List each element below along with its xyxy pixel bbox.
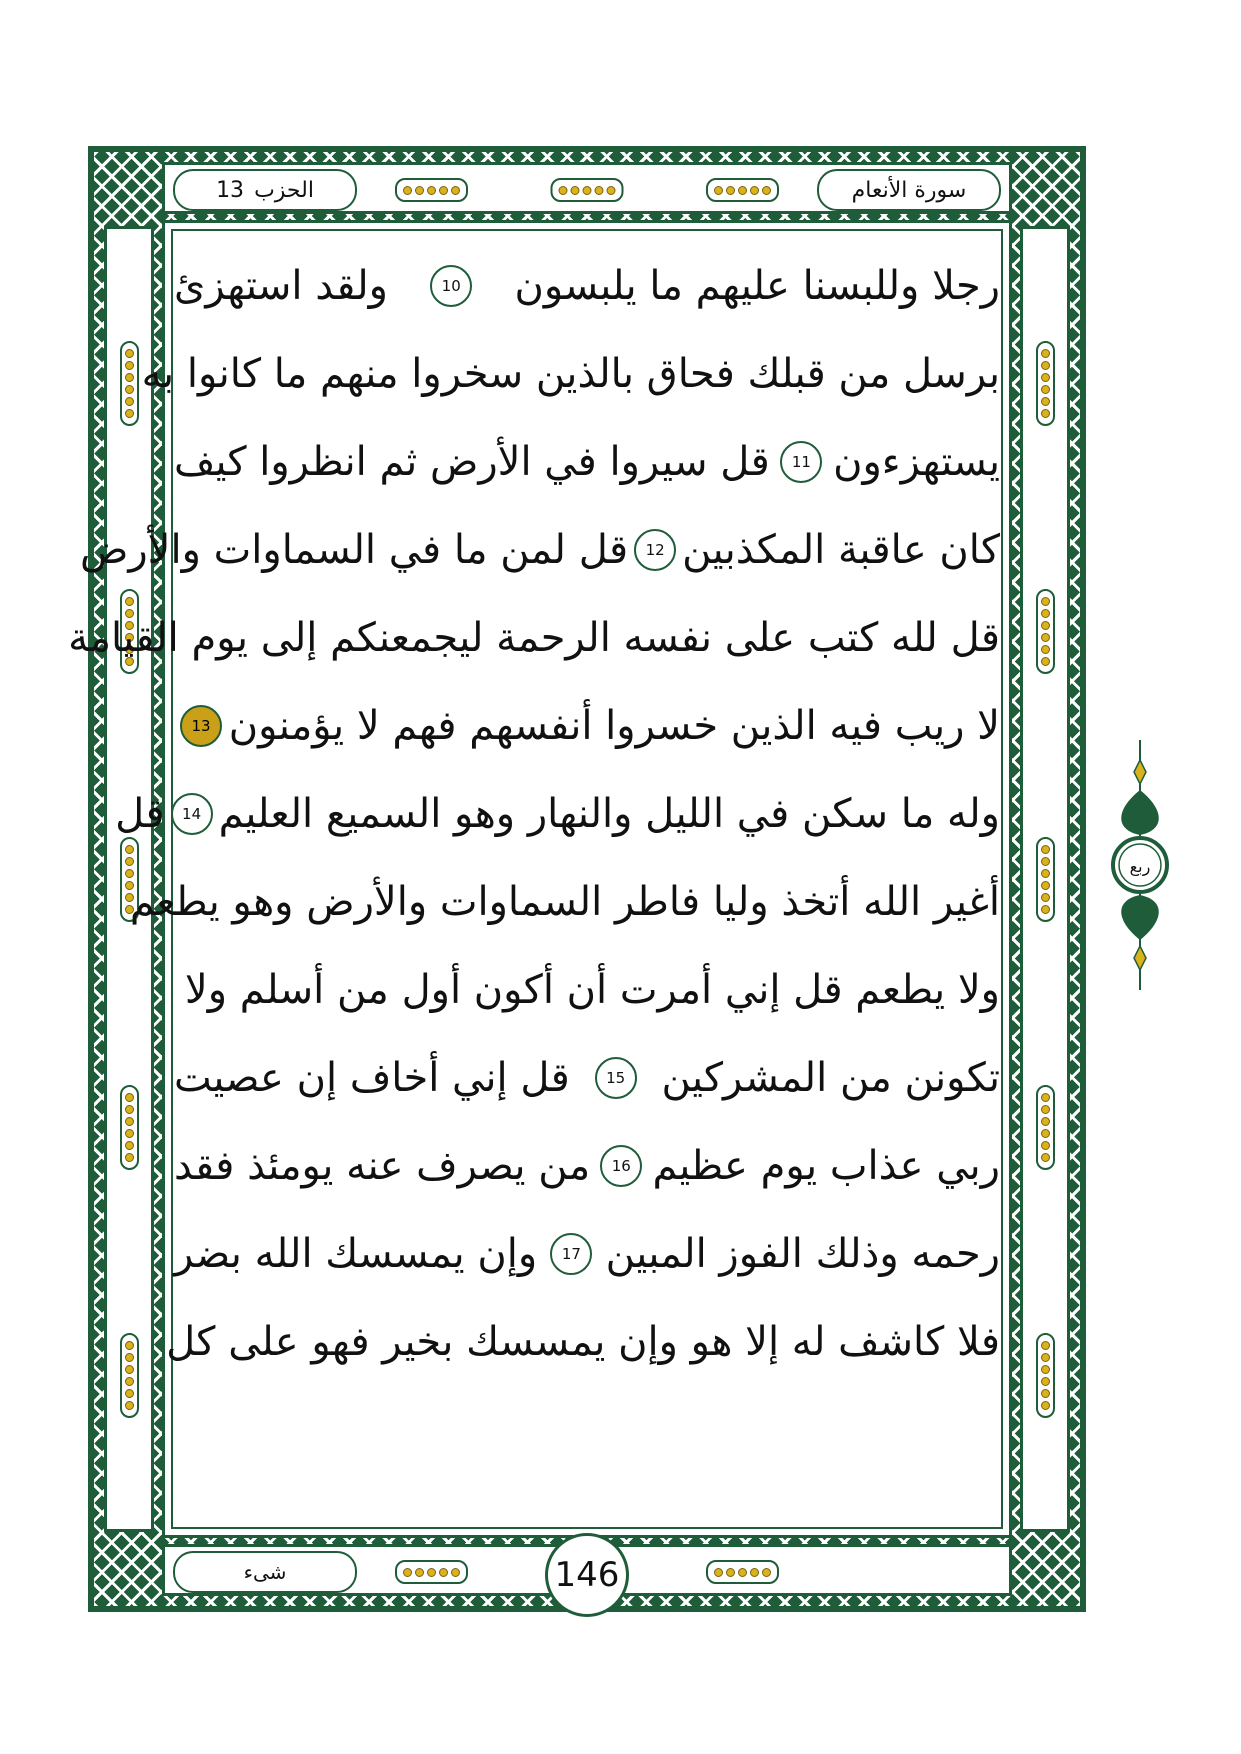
hizb-label: الحزب [254, 177, 314, 203]
verse-text: قل لله كتب على نفسه الرحمة ليجمعنكم إلى يوم القيامة [68, 615, 1000, 661]
footer-bar [162, 1544, 1012, 1596]
text-line [141, 330, 1000, 418]
ayah-number-marker: 13 [180, 705, 222, 747]
text-line [174, 1122, 1000, 1210]
verse-text: قل [115, 791, 165, 837]
hizb-cartouche [173, 169, 357, 211]
header-ornament [706, 178, 779, 202]
verse-text: وإن يمسسك الله بضر [174, 1231, 538, 1277]
verse-text: قل سيروا في الأرض ثم انظروا كيف [174, 439, 770, 485]
rub-marker-icon [1110, 740, 1170, 990]
ayah-number-marker: 14 [171, 793, 213, 835]
ayah-number-marker: 16 [600, 1145, 642, 1187]
text-line [174, 1210, 1000, 1298]
verse-text: من يصرف عنه يومئذ فقد [174, 1143, 591, 1189]
verse-text: ربي عذاب يوم عظيم [652, 1143, 1000, 1189]
text-line [68, 594, 1000, 682]
surah-name: سورة الأنعام [851, 177, 967, 203]
page-number: 146 [545, 1533, 629, 1617]
ayah-number-marker: 17 [550, 1233, 592, 1275]
verse-text: يستهزءون [833, 439, 1000, 485]
verse-text: أغير الله أتخذ وليا فاطر السماوات والأرض وهو يطعم [129, 879, 1000, 925]
footer-ornament [706, 1560, 779, 1584]
text-line [174, 682, 1000, 770]
catchword: شىء [243, 1560, 287, 1584]
ayah-number-marker: 10 [430, 265, 472, 307]
text-line [79, 506, 1000, 594]
verse-text: لا ريب فيه الذين خسروا أنفسهم فهم لا يؤمنون [228, 703, 1000, 749]
text-line [174, 1034, 1000, 1122]
ayah-number-marker: 15 [595, 1057, 637, 1099]
surah-name-cartouche [817, 169, 1001, 211]
text-line [115, 770, 1000, 858]
right-border-ornament [1020, 226, 1070, 1532]
verse-text: تكونن من المشركين [661, 1055, 1000, 1101]
catchword-cartouche [173, 1551, 357, 1593]
quran-text [68, 242, 1000, 1386]
verse-text: قل إني أخاف إن عصيت [174, 1055, 570, 1101]
verse-text: رجلا وللبسنا عليهم ما يلبسون [514, 263, 1000, 309]
verse-text: قل لمن ما في السماوات والأرض [79, 527, 629, 573]
verse-text: ولقد استهزئ [174, 263, 388, 309]
hizb-number: 13 [216, 177, 245, 203]
text-line [129, 858, 1000, 946]
verse-text: رحمه وذلك الفوز المبين [605, 1231, 1000, 1277]
verse-text: كان عاقبة المكذبين [682, 527, 1000, 573]
header-bar [162, 162, 1012, 214]
verse-text: ولا يطعم قل إني أمرت أن أكون أول من أسلم ولا [184, 967, 1000, 1013]
verse-text: فلا كاشف له إلا هو وإن يمسسك بخير فهو على كل [166, 1319, 1000, 1365]
footer-ornament [395, 1560, 468, 1584]
verse-text: وله ما سكن في الليل والنهار وهو السميع العليم [218, 791, 1000, 837]
rub-label: ربع [1129, 857, 1151, 876]
ayah-number-marker: 11 [780, 441, 822, 483]
ayah-number-marker: 12 [634, 529, 676, 571]
page-frame [68, 146, 1086, 1612]
verse-text: برسل من قبلك فحاق بالذين سخروا منهم ما كانوا به [141, 351, 1000, 397]
text-line [166, 1298, 1000, 1386]
text-line [174, 242, 1000, 330]
text-line [174, 946, 1000, 1034]
text-line [174, 418, 1000, 506]
header-ornament [395, 178, 468, 202]
header-ornament [551, 178, 624, 202]
